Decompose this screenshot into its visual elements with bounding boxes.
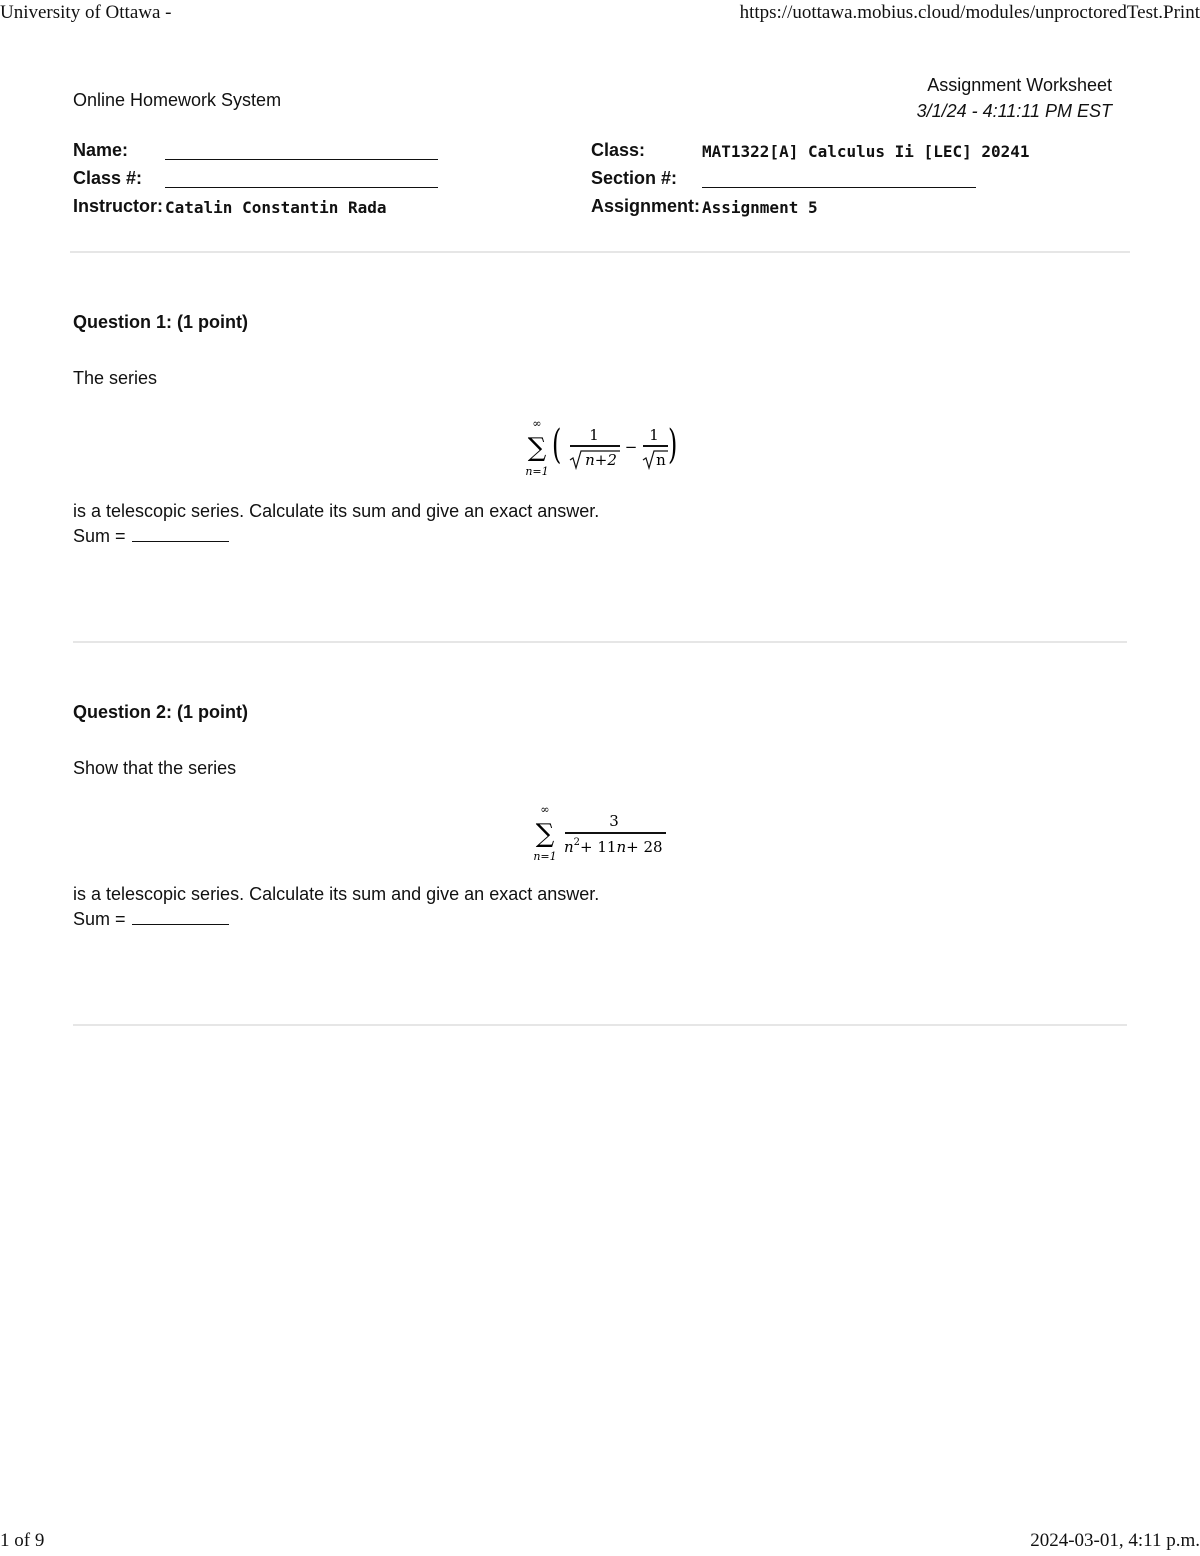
question-1 [73,300,1127,560]
question-2-answer [73,909,229,930]
name-line [165,159,438,160]
sum-upper-limit: ∞ [540,803,550,816]
section-label: Section #: [591,168,678,188]
system-name: Online Homework System [73,90,282,110]
question-1-intro: The series [73,368,158,388]
question-2-formula-svg [528,802,678,866]
print-header-url[interactable]: https://uottawa.mobius.cloud/modules/unproctoredTest.Print [739,2,1200,23]
student-info-left [73,138,473,228]
worksheet-date: 3/1/24 - 4:11:11 PM EST [916,101,1112,121]
term2-numerator: 1 [649,426,659,444]
worksheet-header [73,72,1112,122]
minus-operator: − [624,438,638,456]
question-1-title: Question 1: (1 point) [73,312,248,332]
term1-denominator: n+2 [585,451,617,469]
class-value: MAT1322[A] Calculus Ii [LEC] 20241 [702,142,1030,161]
header-divider [70,251,1130,253]
left-paren: ( [552,420,562,468]
right-paren: ) [668,420,678,468]
student-info-right [591,138,1091,228]
section-line [702,187,976,188]
question-1-formula [518,416,688,480]
assignment-label: Assignment: [591,196,701,216]
den-exponent: 2 [573,837,581,848]
question-2-divider [73,1024,1127,1026]
print-timestamp: 2024-03-01, 4:11 p.m. [1030,1530,1200,1551]
instructor-value: Catalin Constantin Rada [165,198,387,217]
section-row [591,166,1091,192]
print-header [0,2,1200,28]
question-2-intro: Show that the series [73,758,237,778]
question-2-formula [528,802,678,866]
fraction-numerator: 3 [609,812,619,830]
instructor-label: Instructor: [73,196,163,216]
question-1-body: is a telescopic series. Calculate its sum and give an exact answer. [73,501,600,521]
question-1-answer [73,526,229,547]
term1-numerator: 1 [589,426,599,444]
question-2-title: Question 2: (1 point) [73,702,248,722]
question-2-answer-blank[interactable] [132,910,229,925]
instructor-row [73,194,473,220]
question-2-body: is a telescopic series. Calculate its sum and give an exact answer. [73,884,600,904]
sigma-symbol: ∑ [527,433,547,463]
class-number-label: Class #: [73,168,143,188]
class-label: Class: [591,140,646,160]
term2-denominator: n [656,451,666,469]
print-footer [0,1530,1200,1556]
assignment-value: Assignment 5 [702,198,818,217]
sum-upper-limit: ∞ [532,417,542,430]
class-number-row [73,166,473,192]
sum-lower-limit: n=1 [533,850,557,863]
class-row [591,138,1091,164]
sigma-symbol: ∑ [535,819,555,849]
question-1-answer-label: Sum = [73,526,126,546]
den-plus-11: + 11 [580,838,617,856]
class-number-line [165,187,438,188]
name-label: Name: [73,140,129,160]
question-1-answer-blank[interactable] [132,527,229,542]
worksheet-title: Assignment Worksheet [927,75,1112,95]
fraction-denominator [564,837,663,856]
print-header-title: University of Ottawa - [0,2,172,23]
den-n: n [564,838,574,856]
question-2-answer-label: Sum = [73,909,126,929]
assignment-row [591,194,1091,220]
question-1-divider [73,641,1127,643]
question-1-formula-svg [518,416,688,480]
den-n2: n [616,838,627,856]
page-count: 1 of 9 [0,1530,45,1551]
den-plus-28: + 28 [626,838,663,856]
question-2 [73,690,1127,950]
name-row [73,138,473,164]
sum-lower-limit: n=1 [525,465,549,478]
